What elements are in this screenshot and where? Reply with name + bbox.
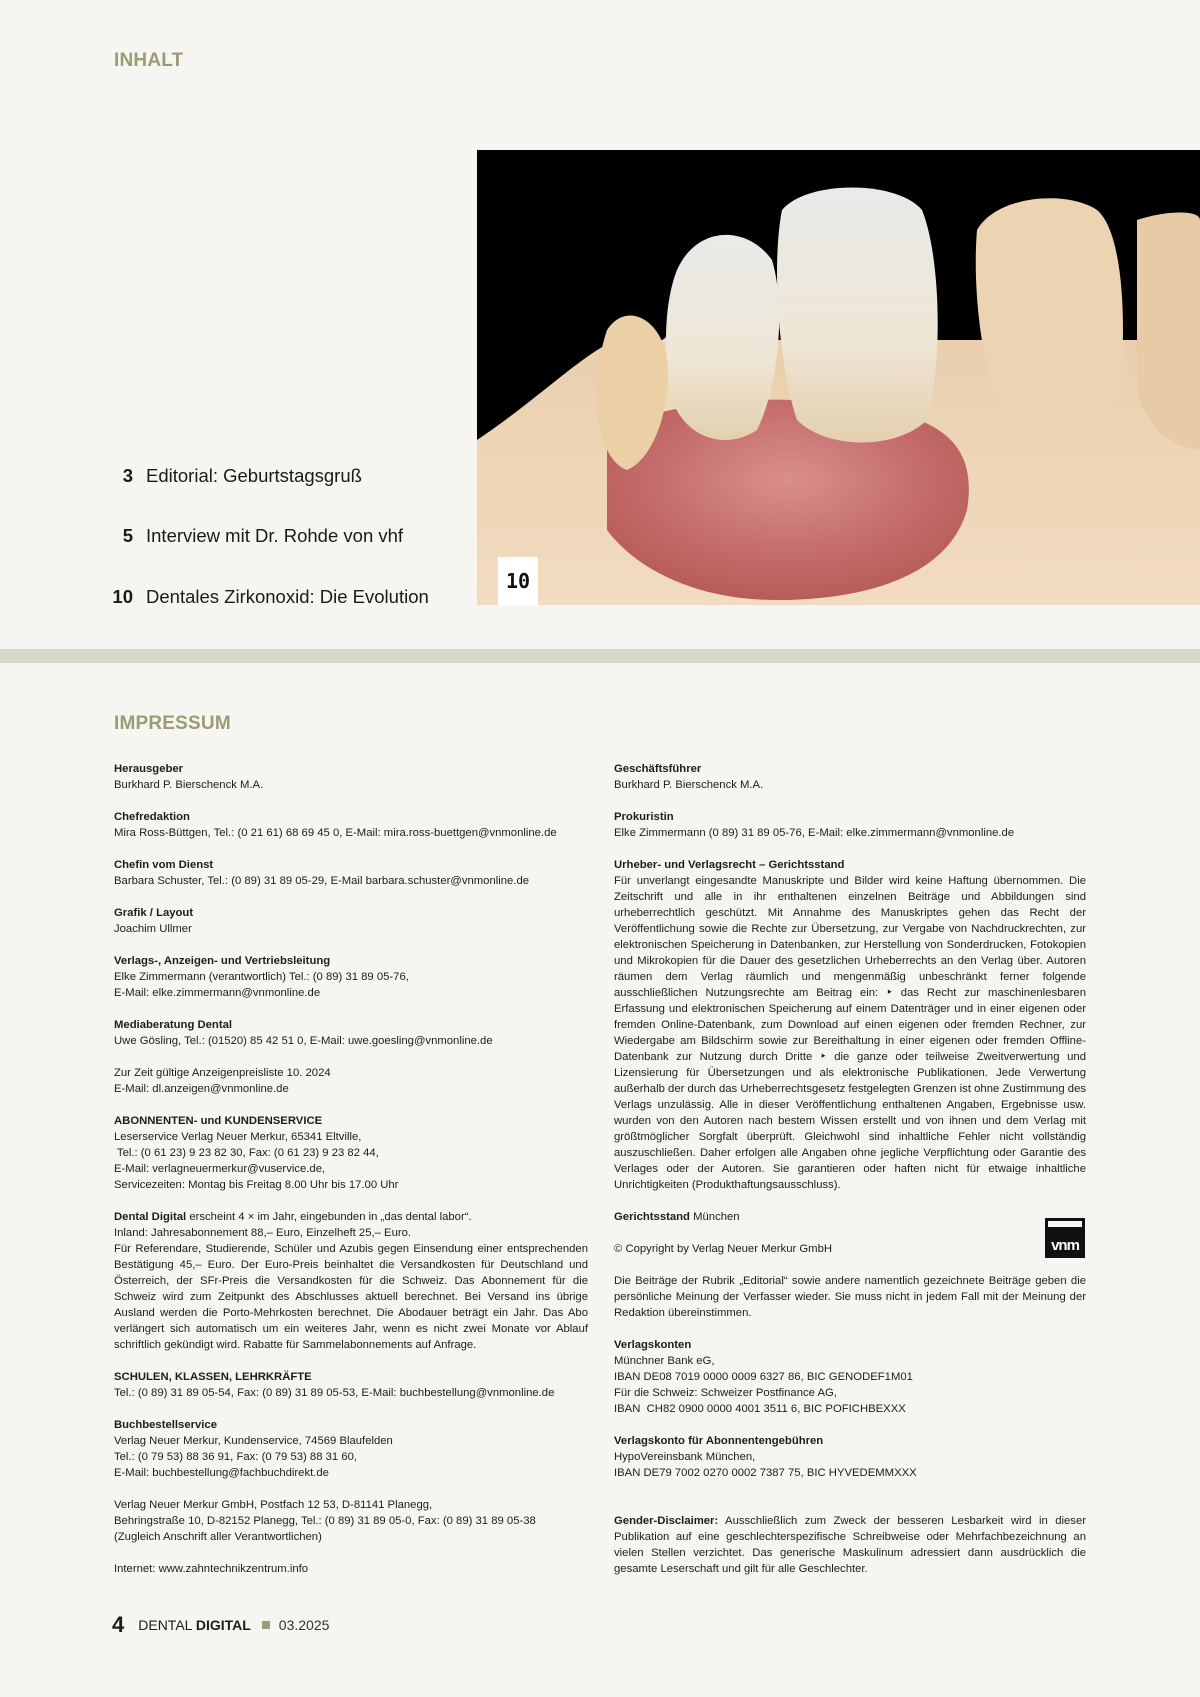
gerichtsstand-value: München bbox=[689, 1211, 740, 1223]
magazine-title-bold: DIGITAL bbox=[195, 1617, 251, 1633]
block-line: Inland: Jahresabonnement 88,– Euro, Einzelheft 25,– Euro. bbox=[114, 1227, 412, 1239]
block-line: Burkhard P. Bierschenck M.A. bbox=[114, 779, 264, 791]
block-line: E-Mail: buchbestellung@fachbuchdirekt.de bbox=[114, 1467, 329, 1479]
verlag-block bbox=[114, 953, 588, 1001]
gender-disclaimer-text: Ausschließlich zum Zweck der besseren Lesbarkeit wird in dieser Publikation auf eine geschlechterspezifische Schreibweise oder Mehrfachbezeichnung an vielen Stellen verzichtet. Das generische Maskulinum adressiert dann ausdrücklich die gesamte Leserschaft und gilt für alle Geschlechter. bbox=[614, 1515, 1086, 1575]
block-line: Leserservice Verlag Neuer Merkur, 65341 Eltville, bbox=[114, 1131, 362, 1143]
gerichtsstand-label: Gerichtsstand bbox=[614, 1211, 690, 1223]
toc-title: Interview mit Dr. Rohde von vhf bbox=[146, 525, 404, 546]
block-heading: Grafik / Layout bbox=[114, 907, 194, 919]
page-footer bbox=[112, 1612, 329, 1638]
block-heading: Buchbestellservice bbox=[114, 1419, 217, 1431]
chefredaktion-block bbox=[114, 809, 588, 841]
toc-page-number: 10 bbox=[112, 586, 133, 607]
herausgeber-block bbox=[114, 761, 588, 793]
block-heading: SCHULEN, KLASSEN, LEHRKRÄFTE bbox=[114, 1371, 312, 1383]
impressum-title: IMPRESSUM bbox=[114, 713, 231, 734]
block-line: E-Mail: elke.zimmermann@vnmonline.de bbox=[114, 987, 321, 999]
preisliste-block bbox=[114, 1065, 588, 1097]
image-page-badge: 10 bbox=[498, 557, 538, 605]
toc-page-number: 3 bbox=[122, 465, 133, 486]
block-line: Uwe Gösling, Tel.: (01520) 85 42 51 0, E-Mail: uwe.goesling@vnmonline.de bbox=[114, 1035, 493, 1047]
block-line: E-Mail: dl.anzeigen@vnmonline.de bbox=[114, 1083, 289, 1095]
impressum-left-column bbox=[114, 761, 588, 1593]
block-heading: Mediaberatung Dental bbox=[114, 1019, 233, 1031]
block-paragraph: Für unverlangt eingesandte Manuskripte und Bilder wird keine Haftung übernommen. Die Zeitschrift und alle in ihr enthaltenen einzelnen Beiträge und Abbildungen sind urheberrechtlich geschützt. Mit Annahme des Manuskriptes gehen das Recht der Veröffentlichung sowie die Rechte zur Übersetzung, zur Vergabe von Nachdruckrechten, zur elektronischen Speicherung in Datenbanken, zur Herstellung von Sonderdrucken, Fotokopien und Mikrokopien für die Dauer des gesetzlichen Urheberrechts an den Verlag über. Autoren räumen dem Verlag räumlich und mengenmäßig unbeschränkt ferner folgende ausschließlichen Nutzungsrechte am Beitrag ein: ‣ das Recht zur maschinenlesbaren Erfassung und elektronischen Speicherung auf einem Datenträger und in einer eigenen oder fremden Online-Datenbank, zum Download auf einen eigenen oder fremden Rechner, zur Wiedergabe am Bildschirm sowie zur Bereithaltung in einer eigenen oder fremden Offline-Datenbank zur Nutzung durch Dritte ‣ die ganze oder teilweise Zweitverwertung und Lizensierung für Übersetzungen und als elektronische Publikationen. Jede Verwertung außerhalb der durch das Urheberrechtsgesetz festgelegten Grenzen ist ohne Zustimmung des Verlags unzulässig. Alle in dieser Veröffentlichung enthaltenen Angaben, Ergebnisse usw. wurden von den Autoren nach bestem Wissen erstellt und von ihnen und dem Verlag mit größtmöglicher Sorgfalt überprüft. Gleichwohl sind inhaltliche Fehler nicht vollständig auszuschließen. Daher erfolgen alle Angaben ohne jegliche Verpflichtung oder Garantie des Verlages oder der Autoren. Sie garantieren oder haften nicht für etwaige inhaltliche Unrichtigkeiten (Produkthaftungsausschluss). bbox=[614, 875, 1086, 1191]
block-line: Mira Ross-Büttgen, Tel.: (0 21 61) 68 69 45 0, E-Mail: mira.ross-buettgen@vnmonline.de bbox=[114, 827, 557, 839]
block-heading: Chefredaktion bbox=[114, 811, 190, 823]
copyright-text: © Copyright by Verlag Neuer Merkur GmbH bbox=[614, 1243, 833, 1255]
block-line: Elke Zimmermann (0 89) 31 89 05-76, E-Mail: elke.zimmermann@vnmonline.de bbox=[614, 827, 1015, 839]
toc-item[interactable] bbox=[110, 525, 403, 547]
toc-title: Editorial: Geburtstagsgruß bbox=[146, 465, 362, 486]
block-line: Behringstraße 10, D-82152 Planegg, Tel.: (0 89) 31 89 05-0, Fax: (0 89) 31 89 05-38 bbox=[114, 1515, 536, 1527]
magazine-title-part: DENTAL bbox=[138, 1617, 196, 1633]
block-paragraph: Für Referendare, Studierende, Schüler und Azubis gegen Einsendung einer entsprechenden Bestätigung 45,– Euro. Der Euro-Preis beinhaltet die Versandkosten für Deutschland und Österreich, der SFr-Preis die Versandkosten für die Schweiz. Das Abonnement für die Schweiz wird zum Zeitpunkt des Abschlusses aktuell berechnet. Bei Versand ins übrige Ausland werden die Porto-Mehrkosten berechnet. Die Abodauer beträgt ein Jahr. Das Abo verlängert sich automatisch um ein weiteres Jahr, wenn es nicht zwei Monate vor Ablauf schriftlich gekündigt wird. Rabatte für Sammelabonnements auf Anfrage. bbox=[114, 1243, 588, 1351]
gender-disclaimer bbox=[614, 1513, 1086, 1577]
toc-page-number: 5 bbox=[122, 525, 133, 546]
magazine-name: Dental Digital bbox=[114, 1211, 187, 1223]
schulen-block bbox=[114, 1369, 588, 1401]
prokuristin-block bbox=[614, 809, 1086, 841]
block-line: (Zugleich Anschrift aller Verantwortlichen) bbox=[114, 1531, 322, 1543]
block-heading: Chefin vom Dienst bbox=[114, 859, 214, 871]
block-line: Barbara Schuster, Tel.: (0 89) 31 89 05-29, E-Mail barbara.schuster@vnmonline.de bbox=[114, 875, 530, 887]
block-line: Verlag Neuer Merkur GmbH, Postfach 12 53, D-81141 Planegg, bbox=[114, 1499, 433, 1511]
gerichtsstand-block bbox=[614, 1209, 1086, 1225]
toc-item[interactable] bbox=[110, 586, 429, 608]
block-line: Tel.: (0 89) 31 89 05-54, Fax: (0 89) 31 89 05-53, E-Mail: buchbestellung@vnmonline.de bbox=[114, 1387, 555, 1399]
beitraege-paragraph: Die Beiträge der Rubrik „Editorial“ sowie andere namentlich gezeichnete Beiträge geben die persönliche Meinung der Verfasser wieder. Sie muss nicht in jedem Fall mit der Meinung der Redaktion übereinstimmen. bbox=[614, 1275, 1086, 1319]
block-heading: Herausgeber bbox=[114, 763, 184, 775]
block-line: Für die Schweiz: Schweizer Postfinance AG, bbox=[614, 1387, 837, 1399]
block-line: Münchner Bank eG, bbox=[614, 1355, 715, 1367]
block-text: erscheint 4 × im Jahr, eingebunden in „das dental labor“. bbox=[186, 1211, 472, 1223]
block-heading: Verlagskonten bbox=[614, 1339, 692, 1351]
magazine-title bbox=[138, 1617, 251, 1633]
chefin-block bbox=[114, 857, 588, 889]
block-heading: Prokuristin bbox=[614, 811, 674, 823]
block-line: IBAN DE79 7002 0270 0002 7387 75, BIC HYVEDEMMXXX bbox=[614, 1467, 917, 1479]
abokonto-block bbox=[614, 1433, 1086, 1481]
issue-date: 03.2025 bbox=[278, 1617, 330, 1633]
toc-title: Dentales Zirkonoxid: Die Evolution bbox=[146, 586, 429, 607]
block-line: Joachim Ullmer bbox=[114, 923, 192, 935]
block-heading: Geschäftsführer bbox=[614, 763, 702, 775]
anschrift-block bbox=[114, 1497, 588, 1545]
verlagskonten-block bbox=[614, 1337, 1086, 1417]
toc-item[interactable] bbox=[110, 465, 362, 487]
block-line: Tel.: (0 61 23) 9 23 82 30, Fax: (0 61 23) 9 23 82 44, bbox=[114, 1147, 379, 1159]
geschaeftsfuehrer-block bbox=[614, 761, 1086, 793]
abo-service-block bbox=[114, 1113, 588, 1193]
block-line: Zur Zeit gültige Anzeigenpreisliste 10. 2024 bbox=[114, 1067, 331, 1079]
copyright-block bbox=[614, 1241, 1086, 1257]
block-line: E-Mail: verlagneuermerkur@vuservice.de, bbox=[114, 1163, 326, 1175]
separator-square bbox=[262, 1621, 270, 1629]
block-heading: Urheber- und Verlagsrecht – Gerichtsstand bbox=[614, 859, 845, 871]
block-heading: Verlags-, Anzeigen- und Vertriebsleitung bbox=[114, 955, 331, 967]
inhalt-title: INHALT bbox=[114, 50, 184, 71]
block-line: Elke Zimmermann (verantwortlich) Tel.: (0 89) 31 89 05-76, bbox=[114, 971, 409, 983]
block-line: HypoVereinsbank München, bbox=[614, 1451, 756, 1463]
block-line: Servicezeiten: Montag bis Freitag 8.00 Uhr bis 17.00 Uhr bbox=[114, 1179, 399, 1191]
block-line: Burkhard P. Bierschenck M.A. bbox=[614, 779, 764, 791]
gender-disclaimer-label: Gender-Disclaimer: bbox=[614, 1515, 719, 1527]
internet-block bbox=[114, 1561, 588, 1577]
block-heading: Verlagskonto für Abonnentengebühren bbox=[614, 1435, 824, 1447]
block-heading: ABONNENTEN- und KUNDENSERVICE bbox=[114, 1115, 323, 1127]
urheberrecht-block bbox=[614, 857, 1086, 1193]
vnm-logo: vnm bbox=[1045, 1218, 1085, 1258]
media-block bbox=[114, 1017, 588, 1049]
dental-digital-block bbox=[114, 1209, 588, 1353]
internet-link[interactable]: Internet: www.zahntechnikzentrum.info bbox=[114, 1563, 309, 1575]
page-number: 4 bbox=[112, 1612, 125, 1637]
teeth-photo bbox=[477, 150, 1200, 605]
buch-block bbox=[114, 1417, 588, 1481]
grafik-block bbox=[114, 905, 588, 937]
block-line: Tel.: (0 79 53) 88 36 91, Fax: (0 79 53) 88 31 60, bbox=[114, 1451, 358, 1463]
block-line: IBAN DE08 7019 0000 0009 6327 86, BIC GENODEF1M01 bbox=[614, 1371, 913, 1383]
impressum-right-column bbox=[614, 761, 1086, 1593]
section-divider bbox=[0, 649, 1200, 663]
block-line: IBAN CH82 0900 0000 4001 3511 6, BIC POFICHBEXXX bbox=[614, 1403, 906, 1415]
block-line: Verlag Neuer Merkur, Kundenservice, 74569 Blaufelden bbox=[114, 1435, 393, 1447]
